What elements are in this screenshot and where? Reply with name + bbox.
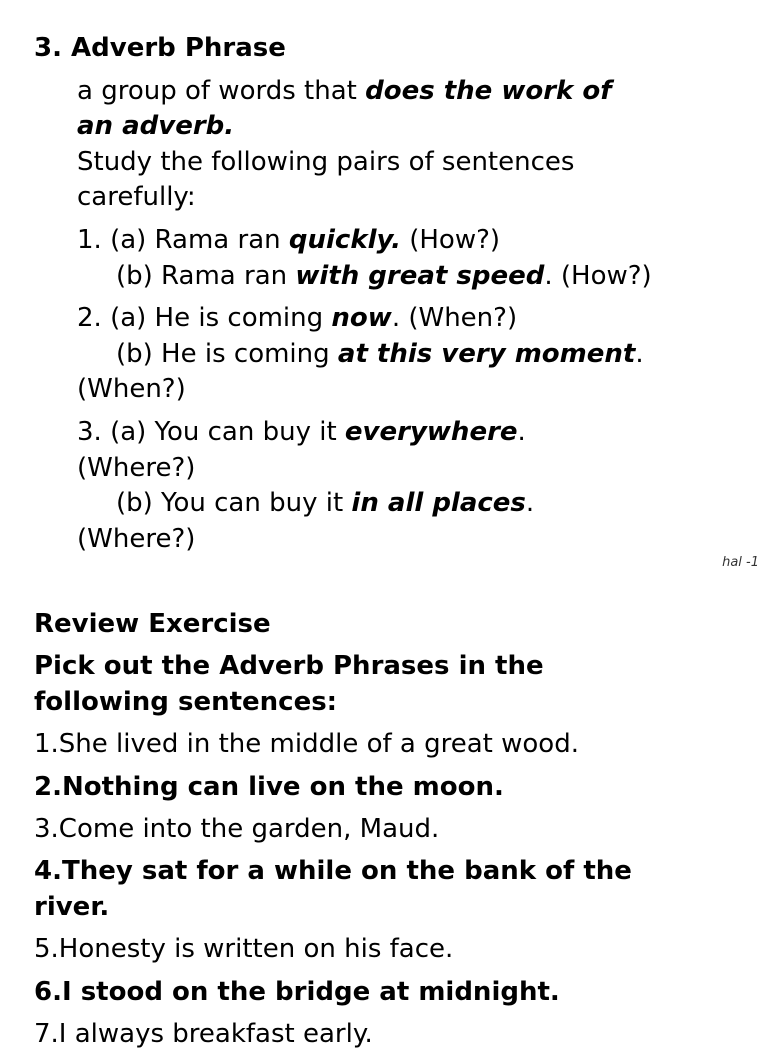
- exercise-sentence-1: 1.She lived in the middle of a great wood.: [34, 729, 579, 759]
- pair-1a: 1. (a) Rama ran quickly. (How?): [77, 225, 501, 255]
- pair-2a: 2. (a) He is coming now. (When?): [77, 303, 518, 333]
- instruction-line-2: following sentences:: [34, 687, 338, 717]
- exercise-sentence-7: 7.I always breakfast early.: [34, 1019, 373, 1049]
- page-footer: hal -1: [722, 555, 759, 570]
- exercise-sentence-6: 6.I stood on the bridge at midnight.: [34, 977, 560, 1007]
- pair-2b-continuation: (When?): [77, 374, 186, 404]
- definition-line-1: a group of words that does the work of: [77, 76, 612, 106]
- pair-3a: 3. (a) You can buy it everywhere.: [77, 417, 526, 447]
- exercise-sentence-2: 2.Nothing can live on the moon.: [34, 772, 504, 802]
- exercise-sentence-3: 3.Come into the garden, Maud.: [34, 814, 440, 844]
- instruction-line-1: Pick out the Adverb Phrases in the: [34, 651, 544, 681]
- exercise-sentence-5: 5.Honesty is written on his face.: [34, 934, 454, 964]
- exercise-sentence-4-continuation: river.: [34, 892, 110, 922]
- pair-1b: (b) Rama ran with great speed. (How?): [116, 261, 652, 291]
- pair-2b: (b) He is coming at this very moment.: [116, 339, 644, 369]
- exercise-sentence-4: 4.They sat for a while on the bank of the: [34, 856, 632, 886]
- review-heading: Review Exercise: [34, 609, 271, 639]
- section-heading: 3. Adverb Phrase: [34, 33, 286, 63]
- study-line-1: Study the following pairs of sentences: [77, 147, 575, 177]
- pair-3b-continuation: (Where?): [77, 524, 196, 554]
- pair-3b: (b) You can buy it in all places.: [116, 488, 535, 518]
- definition-line-2: an adverb.: [77, 111, 235, 141]
- study-line-2: carefully:: [77, 182, 196, 212]
- pair-3a-continuation: (Where?): [77, 453, 196, 483]
